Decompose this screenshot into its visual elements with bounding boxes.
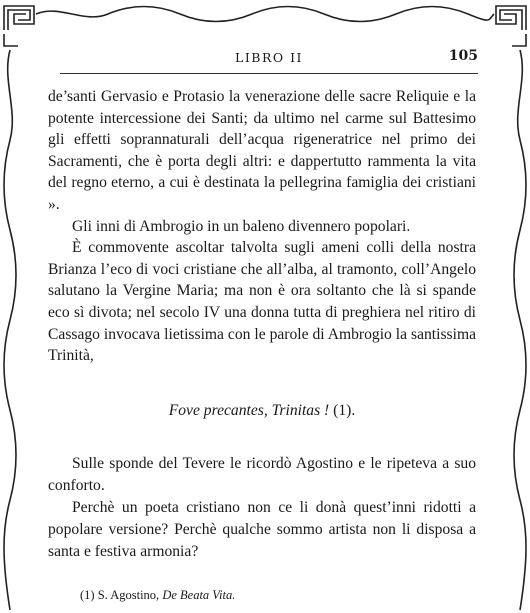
page-header [60,48,478,70]
right-wavy-border [514,50,526,610]
body-text-bottom [48,453,476,563]
paragraph: Perchè un poeta cristiano non ce li donà quest’inni ridotti a popolare versione? Perchè qualche sommo artista non li disposa a santa e festiva armonia? [48,499,476,560]
running-head: LIBRO II [235,50,303,65]
top-wavy-border [36,7,494,22]
corner-ornament-top-right [496,6,526,30]
header-rule [60,73,478,74]
footnote-ref: (1). [333,402,356,419]
paragraph: Sulle sponde del Tevere le ricordò Agostino e le ripeteva a suo conforto. [48,455,476,494]
paragraph: de’santi Gervasio e Protasio la venerazione delle sacre Reliquie e la potente intercessione dei Santi; da ultimo nel carme sul Battesimo gli effetti soprannaturali dell’acqua rigeneratrice nel primo dei Sacramenti, che è porta degli altri: e dappertutto rammenta la vita del regno eterno, a cui è destinata la pellegrina famiglia dei cristiani ». [48,88,476,213]
hymn-quote [48,402,476,420]
page-number: 105 [448,48,478,64]
paragraph: Gli inni di Ambrogio in un baleno divennero popolari. [72,217,411,235]
paragraph: È commovente ascoltar talvolta sugli ameni colli della nostra Brianza l’eco di voci cristiane che all’alba, al tramonto, coll’Angelo salutano la Vergine Maria; ma non è ora soltanto che là si spande eco sì divota; nel secolo IV una donna tutta di preghiera nel ritiro di Cassago invocava lietissima con le parole di Ambrogio la santissima Trinità, [48,239,476,365]
footnote-marker: (1) S. Agostino, [80,588,160,602]
quote-text: Fove precantes, Trinitas ! [168,402,330,419]
footnote-title: De Beata Vita. [162,588,236,602]
corner-ornament-top-left [4,6,34,30]
footnote [80,588,235,603]
left-wavy-border [4,50,16,610]
body-text-top [48,86,476,367]
